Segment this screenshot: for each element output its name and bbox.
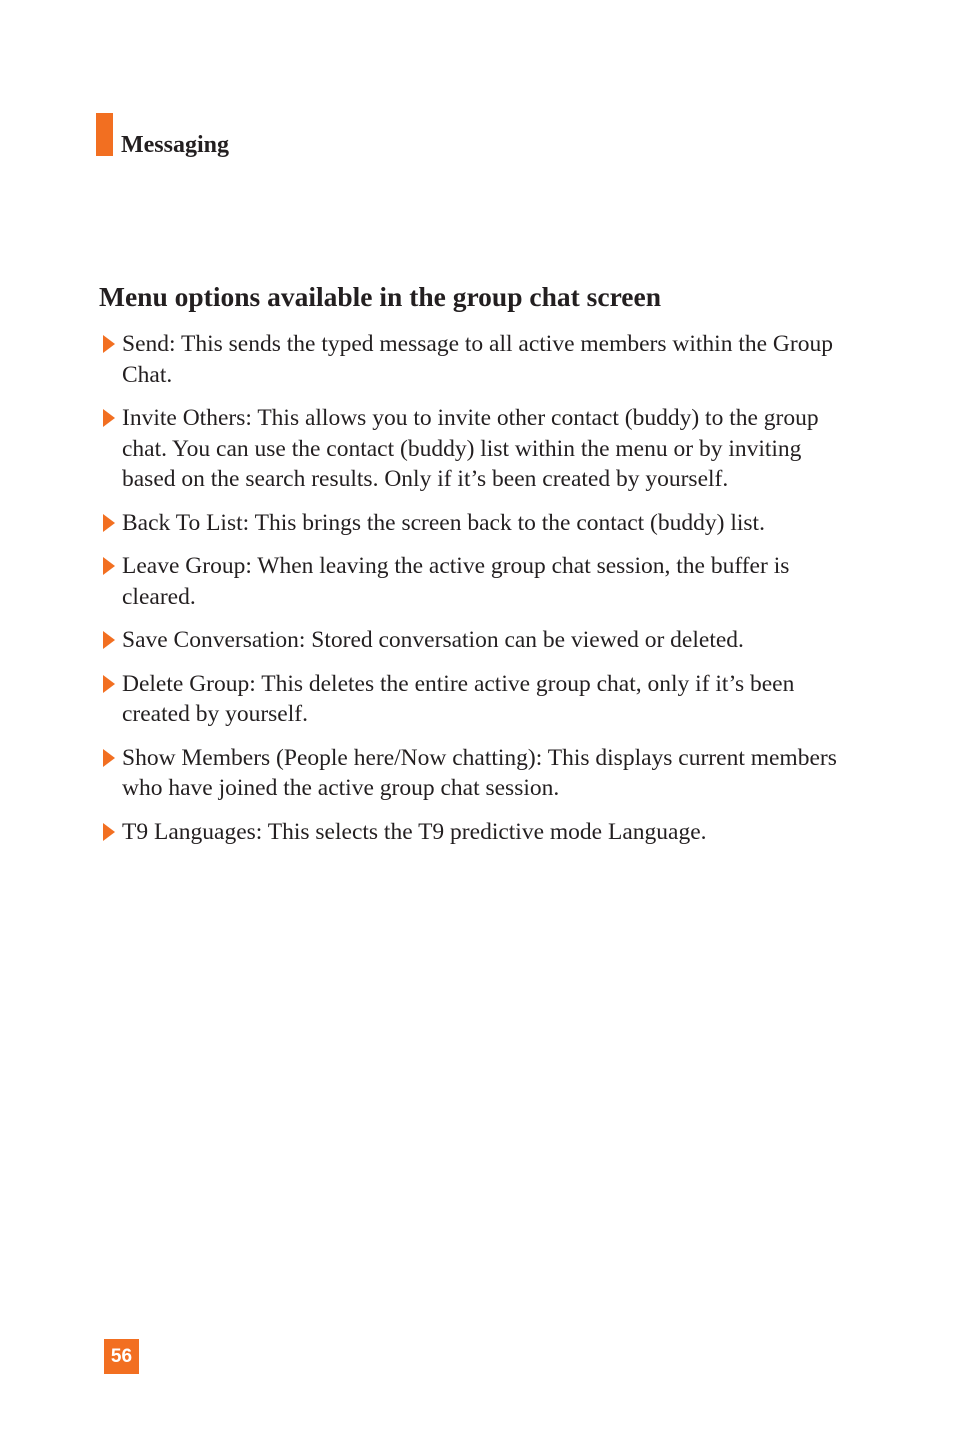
list-item-text: Leave Group: When leaving the active group chat session, the buffer is cleared.: [122, 553, 790, 610]
section-heading: Menu options available in the group chat screen: [99, 281, 662, 312]
list-item-show-members: [99, 743, 859, 804]
bullet-arrow-icon: [103, 409, 115, 427]
list-item-delete-group: [99, 669, 859, 730]
list-item-leave-group: [99, 551, 859, 612]
list-item-text: Back To List: This brings the screen back to the contact (buddy) list.: [122, 509, 765, 536]
bullet-arrow-icon: [103, 675, 115, 693]
chapter-title: Messaging: [121, 132, 229, 158]
list-item-text: Send: This sends the typed message to all active members within the Group Chat.: [122, 331, 833, 388]
bullet-arrow-icon: [103, 749, 115, 767]
list-item-text: T9 Languages: This selects the T9 predictive mode Language.: [122, 818, 707, 845]
section-tab-marker: [96, 113, 113, 156]
list-item-back-to-list: [99, 508, 859, 539]
bullet-arrow-icon: [103, 823, 115, 841]
menu-options-list: [99, 329, 859, 860]
list-item-send: [99, 329, 859, 390]
list-item-t9-languages: [99, 817, 859, 848]
list-item-save-conversation: [99, 625, 859, 656]
bullet-arrow-icon: [103, 335, 115, 353]
bullet-arrow-icon: [103, 631, 115, 649]
list-item-text: Save Conversation: Stored conversation can be viewed or deleted.: [122, 627, 744, 653]
list-item-text: Delete Group: This deletes the entire active group chat, only if it’s been created by yourself.: [122, 670, 795, 727]
list-item-invite-others: [99, 403, 859, 495]
bullet-arrow-icon: [103, 557, 115, 575]
list-item-text: Invite Others: This allows you to invite other contact (buddy) to the group chat. You can use the contact (buddy) list within the menu or by inviting based on the search results. Only if it’s been created by yourself.: [122, 405, 819, 492]
list-item-text: Show Members (People here/Now chatting): This displays current members who have joined the active group chat session.: [122, 744, 837, 801]
page-number-badge: 56: [104, 1339, 139, 1374]
bullet-arrow-icon: [103, 514, 115, 532]
